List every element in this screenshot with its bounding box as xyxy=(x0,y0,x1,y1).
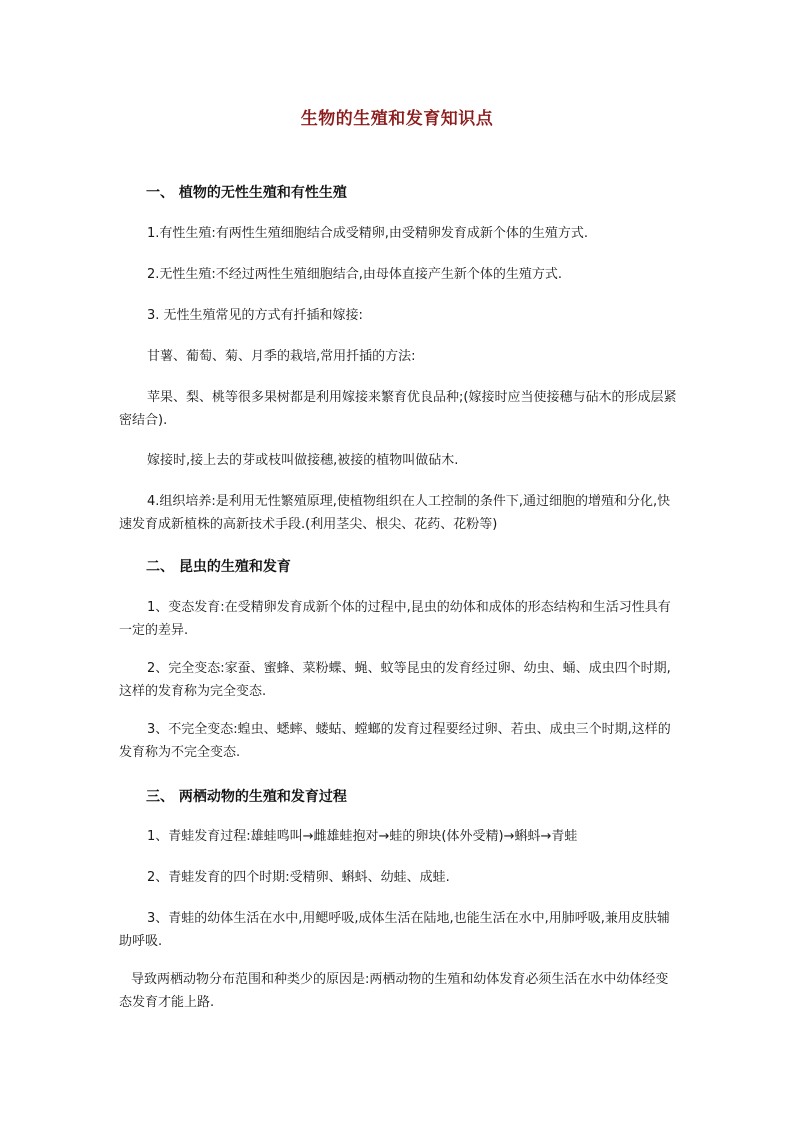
paragraph: 1、青蛙发育过程:雄蛙鸣叫→雌雄蛙抱对→蛙的卵块(体外受精)→蝌蚪→青蛙 xyxy=(147,829,578,844)
section-heading-1: 一、 植物的无性生殖和有性生殖 xyxy=(146,185,347,201)
paragraph: 1.有性生殖:有两性生殖细胞结合成受精卵,由受精卵发育成新个体的生殖方式. xyxy=(147,226,589,241)
paragraph: 3、不完全变态:蝗虫、蟋蟀、蝼蛄、螳螂的发育过程要经过卵、若虫、成虫三个时期,这样的发育称为不完全变态. xyxy=(119,722,671,760)
paragraph: 2.无性生殖:不经过两性生殖细胞结合,由母体直接产生新个体的生殖方式. xyxy=(147,267,563,282)
paragraph: 2、完全变态:家蚕、蜜蜂、菜粉蝶、蝇、蚊等昆虫的发育经过卵、幼虫、蛹、成虫四个时期,这样的发育称为完全变态. xyxy=(119,661,671,699)
paragraph: 导致两栖动物分布范围和种类少的原因是:两栖动物的生殖和幼体发育必须生活在水中幼体经变态发育才能上路. xyxy=(119,972,669,1010)
paragraph: 1、变态发育:在受精卵发育成新个体的过程中,昆虫的幼体和成体的形态结构和生活习性具有一定的差异. xyxy=(119,600,671,638)
section-heading-2: 二、 昆虫的生殖和发育 xyxy=(146,559,291,575)
paragraph: 2、青蛙发育的四个时期:受精卵、蝌蚪、幼蛙、成蛙. xyxy=(147,870,450,885)
document-title: 生物的生殖和发育知识点 xyxy=(300,109,494,129)
paragraph: 嫁接时,接上去的芽或枝叫做接穗,被接的植物叫做砧木. xyxy=(147,453,459,468)
paragraph: 苹果、梨、桃等很多果树都是利用嫁接来繁育优良品种;(嫁接时应当使接穗与砧木的形成层紧密结合). xyxy=(119,390,677,428)
paragraph: 甘薯、葡萄、菊、月季的栽培,常用扦插的方法: xyxy=(147,349,416,364)
paragraph: 3、青蛙的幼体生活在水中,用鳃呼吸,成体生活在陆地,也能生活在水中,用肺呼吸,兼用皮肤辅助呼吸. xyxy=(119,911,670,949)
section-heading-3: 三、 两栖动物的生殖和发育过程 xyxy=(146,789,347,805)
paragraph: 3. 无性生殖常见的方式有扦插和嫁接: xyxy=(147,308,363,323)
paragraph: 4.组织培养:是利用无性繁殖原理,使植物组织在人工控制的条件下,通过细胞的增殖和分化,快速发育成新植株的高新技术手段.(利用茎尖、根尖、花药、花粉等) xyxy=(119,494,671,532)
